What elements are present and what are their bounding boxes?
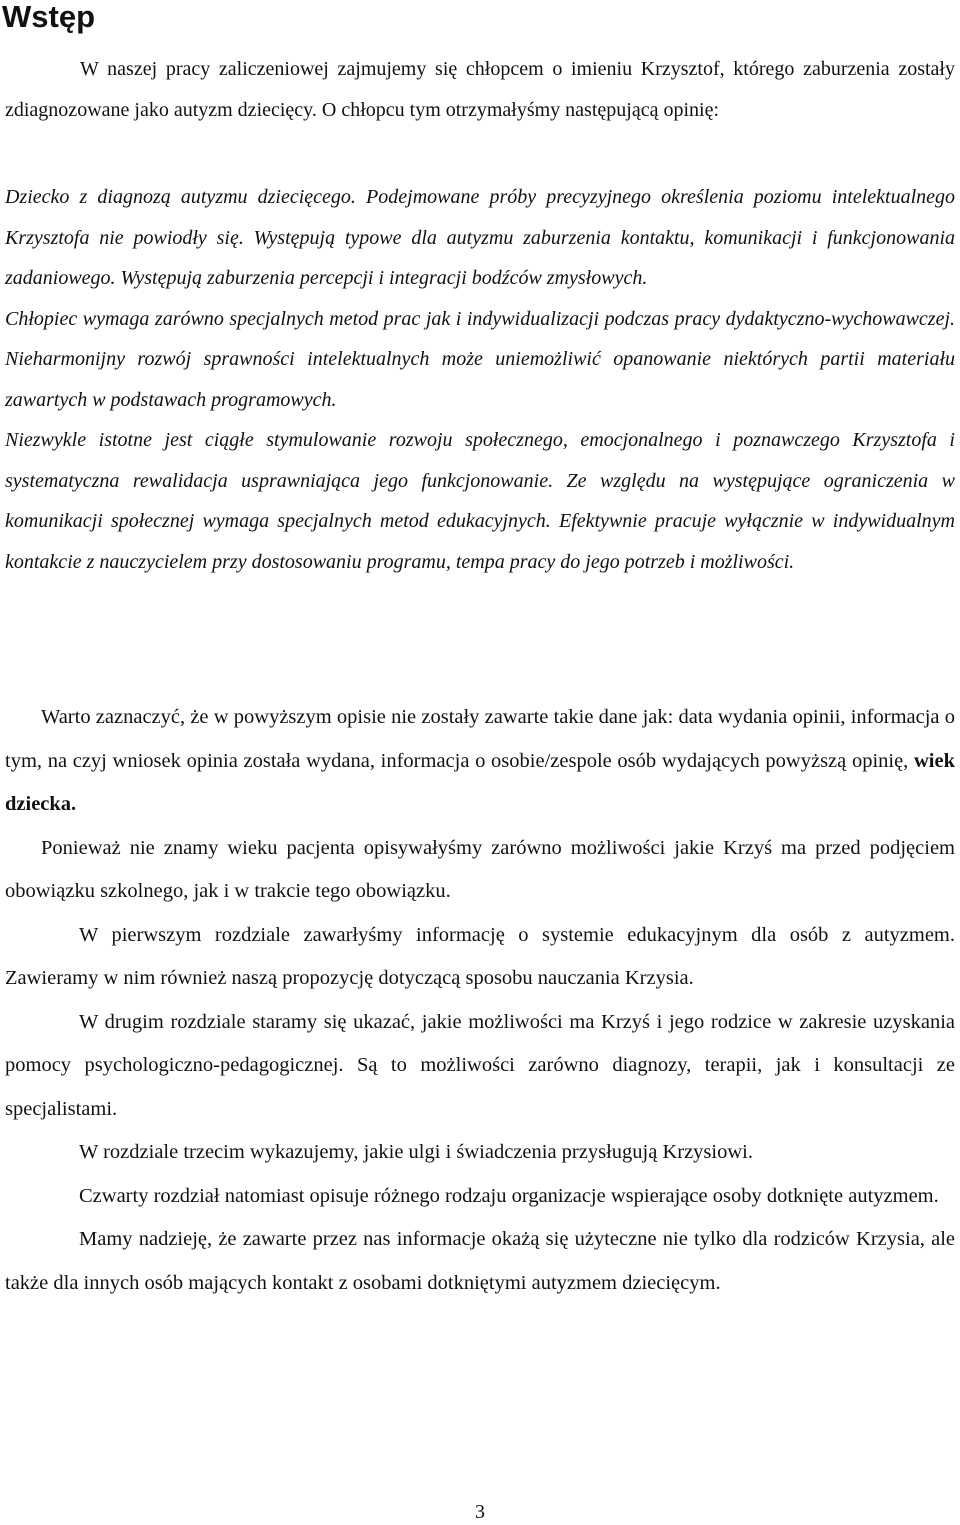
intro-paragraph: W naszej pracy zaliczeniowej zajmujemy się chłopcem o imieniu Krzysztof, którego zaburzenia zostały zdiagnozowane jako autyzm dziecięcy. O chłopcu tym otrzymałyśmy następującą opinię: bbox=[5, 58, 955, 121]
main-text bbox=[5, 696, 955, 1305]
opinion-paragraph-1: Dziecko z diagnozą autyzmu dziecięcego. Podejmowane próby precyzyjnego określenia poziomu intelektualnego Krzysztofa nie powiodły się. Występują typowe dla autyzmu zaburzenia kontaktu, komunikacji i funkcjonowania zadaniowego. Występują zaburzenia percepcji i integracji bodźców zmysłowych. bbox=[5, 186, 955, 289]
opinion-paragraph-3: Niezwykle istotne jest ciągłe stymulowanie rozwoju społecznego, emocjonalnego i poznawczego Krzysztofa i systematyczna rewalidacja usprawniająca jego funkcjonowanie. Ze względu na występujące ograniczenia w komunikacji społecznej wymaga specjalnych metod edukacyjnych. Efektywnie pracuje wyłącznie w indywidualnym kontakcie z nauczycielem przy dostosowaniu programu, tempa pracy do jego potrzeb i możliwości. bbox=[5, 429, 955, 573]
paragraph-missing-data bbox=[5, 696, 955, 827]
opinion-quote bbox=[5, 177, 955, 582]
paragraph-age-unknown: Ponieważ nie znamy wieku pacjenta opisywałyśmy zarówno możliwości jakie Krzyś ma przed podjęciem obowiązku szkolnego, jak i w trakcie tego obowiązku. bbox=[5, 836, 955, 902]
opinion-paragraph-2: Chłopiec wymaga zarówno specjalnych metod prac jak i indywidualizacji podczas pracy dydaktyczno-wychowawczej. Nieharmonijny rozwój sprawności intelektualnych może uniemożliwić opanowanie niektórych partii materiału zawartych w podstawach programowych. bbox=[5, 307, 955, 411]
paragraph-chapter-3: W rozdziale trzecim wykazujemy, jakie ulgi i świadczenia przysługują Krzysiowi. bbox=[79, 1141, 753, 1163]
page-title: Wstęp bbox=[2, 0, 95, 34]
paragraph-closing: Mamy nadzieję, że zawarte przez nas informacje okażą się użyteczne nie tylko dla rodziców Krzysia, ale także dla innych osób mających kontakt z osobami dotkniętymi autyzmem dziecięcym. bbox=[5, 1228, 955, 1294]
page-number: 3 bbox=[475, 1501, 485, 1523]
paragraph-chapter-1: W pierwszym rozdziale zawarłyśmy informację o systemie edukacyjnym dla osób z autyzmem. Zawieramy w nim również naszą propozycję dotyczącą sposobu nauczania Krzysia. bbox=[5, 923, 955, 989]
paragraph-missing-data-text: Warto zaznaczyć, że w powyższym opisie nie zostały zawarte takie dane jak: data wydania opinii, informacja o tym, na czyj wniosek opinia została wydana, informacja o osobie/zespole osób wydających powyższą opinię, bbox=[5, 706, 955, 772]
paragraph-chapter-4: Czwarty rozdział natomiast opisuje różnego rodzaju organizacje wspierające osoby dotknięte autyzmem. bbox=[79, 1184, 939, 1207]
child-age-emphasis: wiek dziecka. bbox=[5, 749, 955, 815]
paragraph-chapter-2: W drugim rozdziale staramy się ukazać, jakie możliwości ma Krzyś i jego rodzice w zakresie uzyskania pomocy psychologiczno-pedagogicznej. Są to możliwości zarówno diagnozy, terapii, jak i konsultacji ze specjalistami. bbox=[5, 1010, 955, 1120]
